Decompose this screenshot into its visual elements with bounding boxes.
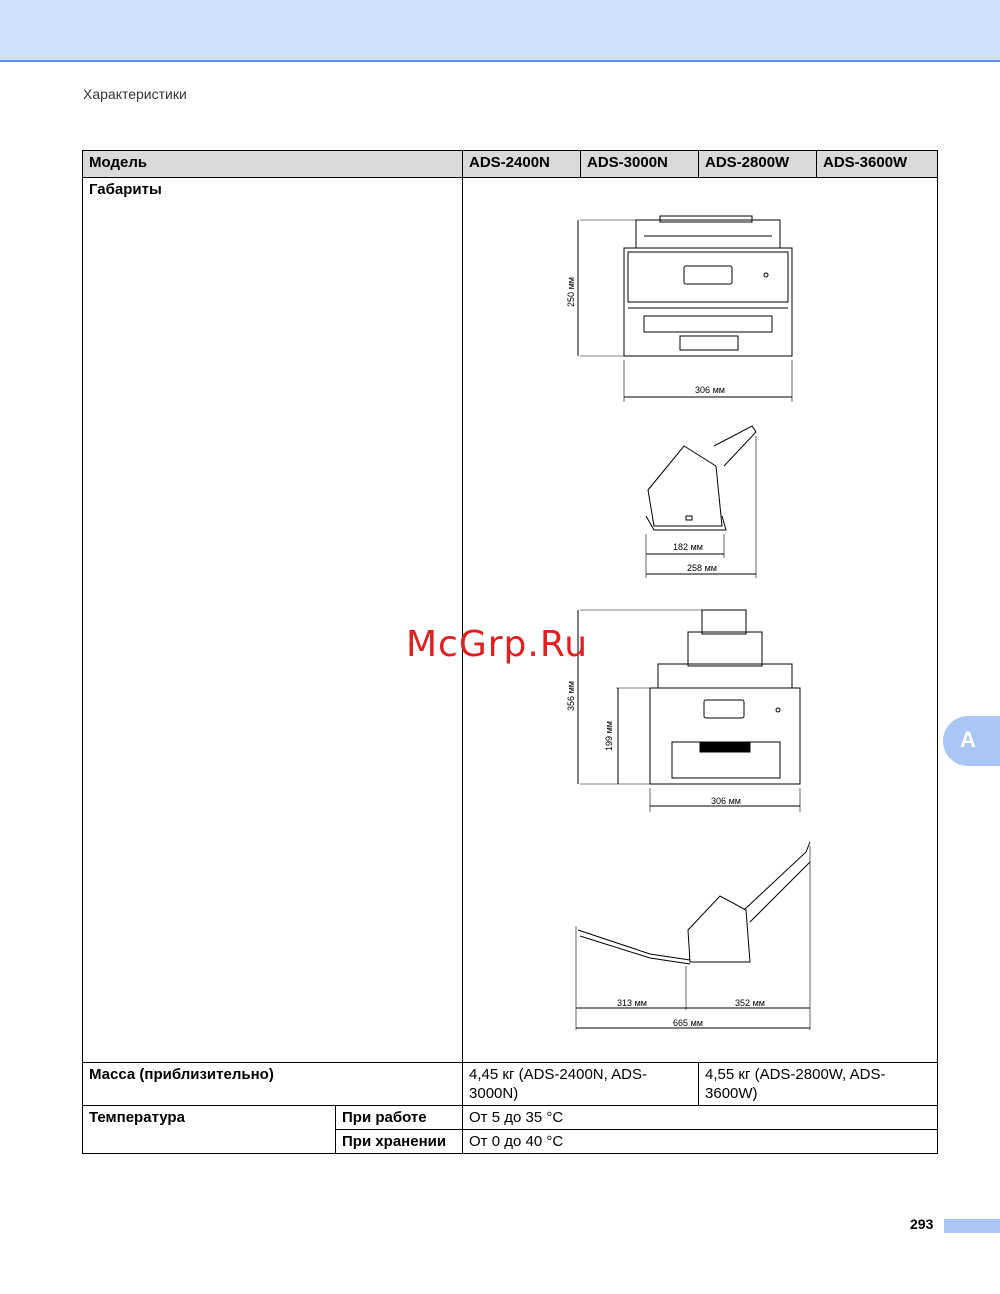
weight-label: Масса (приблизительно) xyxy=(83,1063,463,1106)
side-depth-outer-label: 258 мм xyxy=(687,563,717,573)
side-view-drawing xyxy=(646,426,756,578)
col-model: Модель xyxy=(83,151,463,178)
side-depth-inner-label: 182 мм xyxy=(673,542,703,552)
front-view-drawing xyxy=(578,216,792,402)
open-side-left-label: 313 мм xyxy=(617,998,647,1008)
temperature-operating-row xyxy=(83,1106,938,1130)
open-side-total-label: 665 мм xyxy=(673,1018,703,1028)
open-width-label: 306 мм xyxy=(711,796,741,806)
appendix-tab-label: A xyxy=(960,727,976,752)
weight-value-a: 4,45 кг (ADS-2400N, ADS-3000N) xyxy=(463,1063,699,1106)
dimensions-label: Габариты xyxy=(83,178,463,1063)
weight-value-b: 4,55 кг (ADS-2800W, ADS-3600W) xyxy=(699,1063,938,1106)
open-side-right-label: 352 мм xyxy=(735,998,765,1008)
col-ads-2800w: ADS-2800W xyxy=(699,151,817,178)
col-ads-2400n: ADS-2400N xyxy=(463,151,581,178)
scanner-dimension-drawings xyxy=(463,178,936,1064)
watermark: McGrp.Ru xyxy=(406,624,589,665)
front-height-label: 250 мм xyxy=(566,277,577,307)
operating-value: От 5 до 35 °C xyxy=(463,1106,938,1130)
dimensions-row xyxy=(83,178,938,1063)
open-height-body-label: 199 мм xyxy=(604,721,615,751)
table-header-row xyxy=(83,151,938,178)
storage-label: При хранении xyxy=(336,1130,463,1154)
appendix-tab[interactable] xyxy=(943,716,1000,766)
page-number-bar xyxy=(944,1219,1000,1233)
operating-label: При работе xyxy=(336,1106,463,1130)
page-number: 293 xyxy=(910,1216,934,1232)
storage-value: От 0 до 40 °C xyxy=(463,1130,938,1154)
open-side-view-drawing xyxy=(576,842,810,1030)
temperature-label: Температура xyxy=(83,1106,336,1154)
top-band xyxy=(0,0,1000,62)
open-height-total-label: 356 мм xyxy=(566,681,577,711)
front-width-label: 306 мм xyxy=(695,385,725,395)
open-front-view-drawing xyxy=(578,610,800,812)
weight-row xyxy=(83,1063,938,1106)
col-ads-3600w: ADS-3600W xyxy=(817,151,938,178)
col-ads-3000n: ADS-3000N xyxy=(581,151,699,178)
section-title: Характеристики xyxy=(83,86,187,102)
dimensions-drawings-cell xyxy=(463,178,938,1063)
